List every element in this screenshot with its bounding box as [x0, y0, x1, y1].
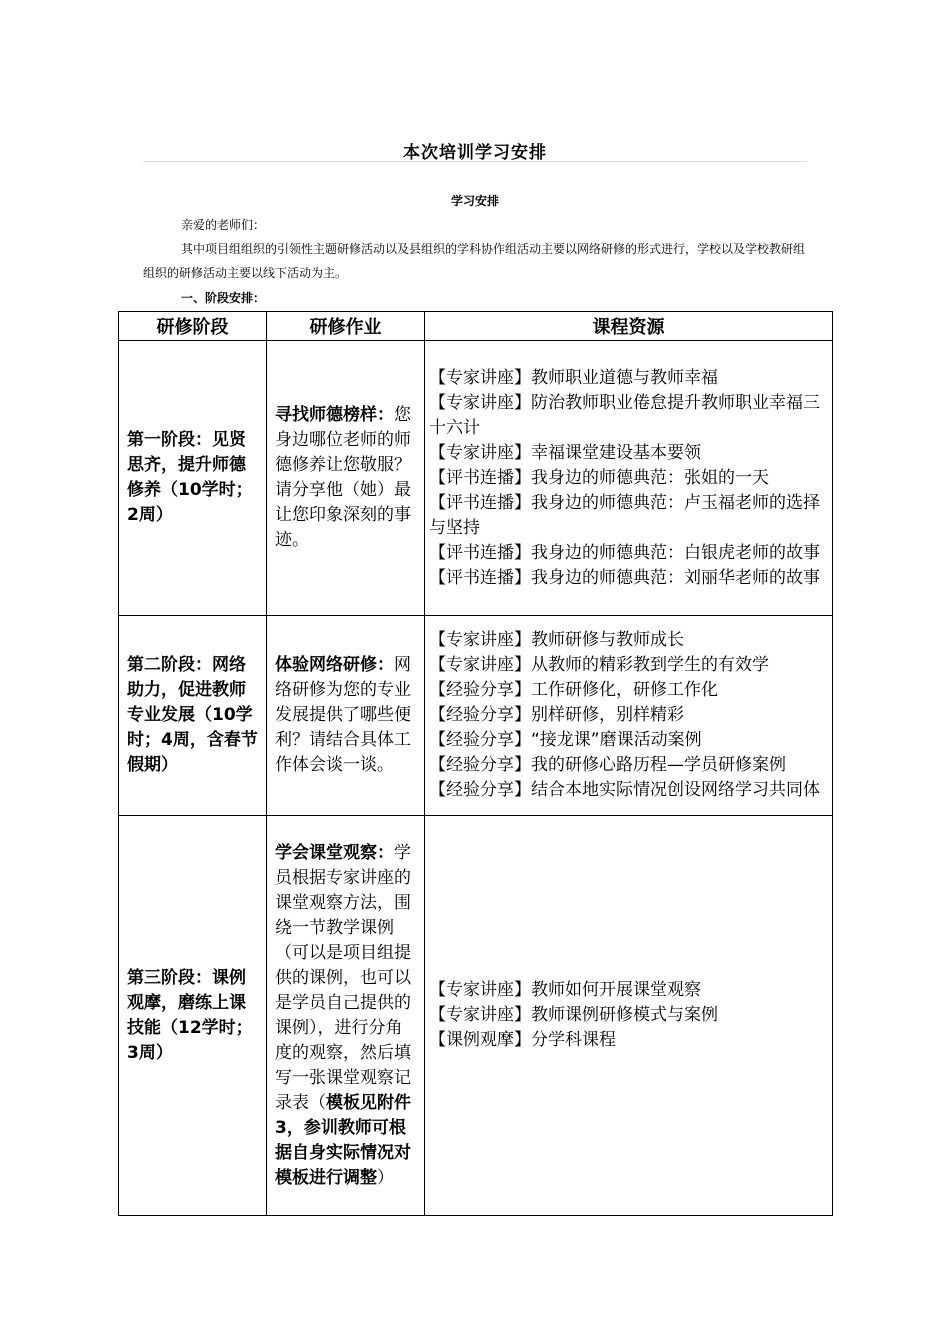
greeting: 亲爱的老师们：: [181, 218, 266, 232]
table-row: [119, 816, 833, 1216]
resource-title: 我身边的师德典范：刘丽华老师的故事: [531, 567, 820, 588]
task-cell: [267, 341, 425, 616]
title-divider: [143, 161, 807, 162]
resource-tag: 【经验分享】: [429, 780, 531, 800]
task-cell: [267, 616, 425, 816]
table-row: [119, 341, 833, 616]
resource-tag: 【评书连播】: [429, 492, 531, 513]
task-heading: 寻找师德榜样：: [275, 405, 394, 425]
resource-tag: 【专家讲座】: [429, 367, 531, 388]
resource-item: [429, 491, 828, 541]
resource-item: [429, 541, 828, 566]
resource-title: 结合本地实际情况创设网络学习共同体: [531, 780, 820, 800]
resource-tag: 【评书连播】: [429, 542, 531, 563]
resource-title: 从教师的精彩教到学生的有效学: [531, 655, 769, 675]
table-header-row: [119, 312, 833, 341]
resource-tag: 【评书连播】: [429, 567, 531, 588]
resource-tag: 【经验分享】: [429, 680, 531, 700]
section-subtitle: 学习安排: [450, 194, 499, 208]
resource-item: [429, 1028, 828, 1053]
intro-paragraph: 其中项目组组织的引领性主题研修活动以及县组织的学科协作组活动主要以网络研修的形式进行，学校以及学校教研组组织的研修活动主要以线下活动为主。: [143, 242, 806, 280]
resource-title: 工作研修化，研修工作化: [531, 680, 718, 700]
resource-cell: [425, 816, 833, 1216]
resource-item: [429, 628, 828, 653]
resource-title: 幸福课堂建设基本要领: [531, 442, 701, 463]
stage-cell: 第一阶段：见贤思齐，提升师德修养（10学时；2周）: [119, 341, 267, 616]
resource-tag: 【课例观摩】: [429, 1030, 531, 1050]
resource-tag: 【专家讲座】: [429, 442, 531, 463]
resource-tag: 【专家讲座】: [429, 655, 531, 675]
resource-item: [429, 978, 828, 1003]
resource-tag: 【经验分享】: [429, 730, 531, 750]
resource-item: [429, 778, 828, 803]
resource-title: 教师课例研修模式与案例: [531, 1005, 718, 1025]
resource-item: [429, 391, 828, 441]
resource-title: 我的研修心路历程—学员研修案例: [531, 755, 786, 775]
resource-title: 教师职业道德与教师幸福: [531, 367, 718, 388]
resource-item: [429, 466, 828, 491]
resource-title: 我身边的师德典范：卢玉福老师的选择与坚持: [429, 492, 820, 538]
resource-item: [429, 753, 828, 778]
resource-title: 分学科课程: [531, 1030, 616, 1050]
resource-item: [429, 728, 828, 753]
resource-item: [429, 366, 828, 391]
section-heading: 一、阶段安排：: [181, 291, 266, 305]
resource-title: 我身边的师德典范：白银虎老师的故事: [531, 542, 820, 563]
schedule-table: [118, 311, 833, 1216]
header-stage: 研修阶段: [119, 312, 267, 341]
resource-tag: 【专家讲座】: [429, 392, 531, 413]
resource-tag: 【经验分享】: [429, 705, 531, 725]
resource-tag: 【专家讲座】: [429, 980, 531, 1000]
resource-item: [429, 441, 828, 466]
resource-tag: 【经验分享】: [429, 755, 531, 775]
resource-title: 我身边的师德典范：张姐的一天: [531, 467, 769, 488]
stage-cell: 第三阶段：课例观摩，磨练上课技能（12学时；3周）: [119, 816, 267, 1216]
resource-title: 教师如何开展课堂观察: [531, 980, 701, 1000]
resource-cell: [425, 616, 833, 816]
resource-title: 防治教师职业倦怠提升教师职业幸福三十六计: [429, 392, 820, 438]
page-title: 本次培训学习安排: [403, 143, 547, 163]
resource-title: 别样研修，别样精彩: [531, 705, 684, 725]
resource-cell: [425, 341, 833, 616]
resource-tag: 【评书连播】: [429, 467, 531, 488]
resource-tag: 【专家讲座】: [429, 630, 531, 650]
task-description: 网络研修为您的专业发展提供了哪些便利？请结合具体工作体会谈一谈。: [275, 655, 411, 775]
resource-item: [429, 678, 828, 703]
resource-title: “接龙课”磨课活动案例: [531, 730, 702, 750]
resource-item: [429, 566, 828, 591]
resource-item: [429, 1003, 828, 1028]
resource-title: 教师研修与教师成长: [531, 630, 684, 650]
task-description: 学员根据专家讲座的课堂观察方法，围绕一节教学课例（可以是项目组提供的课例，也可以是学员自己提供的课例），进行分角度的观察，然后填写一张课堂观察记录表（: [275, 842, 411, 1113]
resource-tag: 【专家讲座】: [429, 1005, 531, 1025]
resource-item: [429, 703, 828, 728]
task-end: ）: [377, 1167, 394, 1188]
stage-cell: 第二阶段：网络助力，促进教师专业发展（10学时；4周，含春节假期）: [119, 616, 267, 816]
table-row: [119, 616, 833, 816]
resource-item: [429, 653, 828, 678]
task-heading: 学会课堂观察：: [275, 842, 394, 863]
task-cell: [267, 816, 425, 1216]
header-resources: 课程资源: [425, 312, 833, 341]
header-task: 研修作业: [267, 312, 425, 341]
task-description: 您身边哪位老师的师德修养让您敬服？请分享他（她）最让您印象深刻的事迹。: [275, 405, 411, 550]
task-note: 模板见附件3，参训教师可根据自身实际情况对模板进行调整: [275, 1092, 411, 1188]
task-heading: 体验网络研修：: [275, 655, 394, 675]
